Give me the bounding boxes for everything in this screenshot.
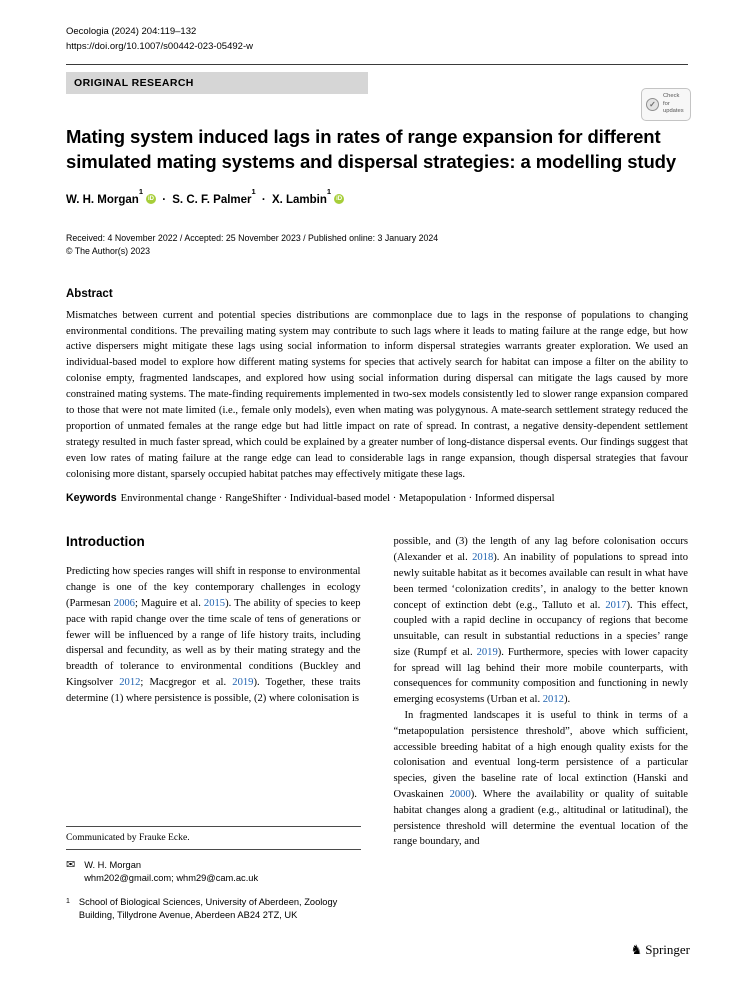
abstract-text: Mismatches between current and potential species distributions are commonplace due to lags in the response of populations to changing environmental conditions. The prevailing mating system may contribute to such lags where it leads to mating failure at the range edge, but how active dispersers might mitigate these lags using social information to inform dispersal strategies warrants greater exploration. We used an individual-based model to explore how different mating systems for species that actively search for habitat can impose a filter on the ability to colonise empty, fragmented landscapes, and explored how using social information during dispersal can mitigate the lags caused by more constrained mating systems. The mate-finding requirements implemented in two-sex models consistently led to slower range expansion compared to those that were not mate limited (i.e., female only models), even when mating was polygynous. A mate-search settlement strategy reduced the proportion of unmated females at the range edge but had little impact on rate of spread. In contrast, a negative density-dependent settlement strategy resulted in much faster spread, which could be explained by a greater number of long-distance dispersal events. Our findings suggest that even low rates of mating failure at the range edge can lead to considerable lags in range expansion, though dispersal strategies that favour colonising more distant, sparsely occupied habitat patches may effectively mitigate these lags. xyxy=(66,309,688,480)
author-list xyxy=(66,187,688,207)
check-for-updates-label: Check for updates xyxy=(663,93,684,115)
body-paragraph xyxy=(394,534,689,708)
check-for-updates-badge[interactable] xyxy=(641,88,691,121)
body-text: ). Where the availability or quality of suitable habitat changes along a gradient (e.g., altitudinal or latitudinal), the persistence threshold will determine the eventual location of the range boundary, and xyxy=(393,788,688,848)
springer-wordmark: Springer xyxy=(645,942,690,957)
body-text: ). This effect, coupled with a rapid decline in occupancy of regions that become unsuitable, can result in substantial reductions in a species’ range size (Rumpf et al. xyxy=(393,599,688,658)
copyright-line: © The Author(s) 2023 xyxy=(66,245,151,256)
right-column xyxy=(394,534,689,922)
orcid-icon[interactable]: iD xyxy=(336,196,343,203)
citation-link[interactable]: 2012 xyxy=(542,694,564,706)
two-column-body xyxy=(66,534,688,922)
orcid-icon[interactable]: iD xyxy=(148,196,155,203)
author-separator: · xyxy=(261,194,266,207)
body-text: ). An inability of populations to spread into newly suitable habitat as it becomes available can result in what have been termed ‘colonization credits’, in analogy to the better known concept of extinction debt (e.g., Talluto et al. xyxy=(393,552,688,611)
body-text: ). Together, these traits determine (1) where persistence is possible, (2) where colonisation is xyxy=(66,676,361,704)
citation-link[interactable]: 2006 xyxy=(113,598,135,609)
footnote-block xyxy=(66,826,361,922)
author-name[interactable]: W. H. Morgan xyxy=(66,194,139,207)
footnote-divider xyxy=(66,849,361,850)
keywords-label: Keywords xyxy=(66,492,117,505)
affiliation-block xyxy=(66,896,361,923)
springer-logo xyxy=(631,942,690,958)
body-text: ; Macgregor et al. xyxy=(140,676,233,688)
envelope-icon: ✉ xyxy=(66,859,76,872)
correspondence-block xyxy=(66,859,361,885)
article-type-banner: ORIGINAL RESEARCH xyxy=(66,72,368,94)
affiliation-number: 1 xyxy=(66,897,70,905)
author-separator: · xyxy=(162,194,167,207)
crossmark-icon: ✓ xyxy=(646,98,659,111)
citation-link[interactable]: 2000 xyxy=(449,788,471,800)
author-name[interactable]: X. Lambin xyxy=(271,194,327,207)
article-history xyxy=(66,232,688,258)
introduction-heading: Introduction xyxy=(66,534,145,550)
citation-link[interactable]: 2018 xyxy=(472,552,494,564)
affiliation-ref: 1 xyxy=(326,187,332,197)
body-text: possible, and (3) the length of any lag before colonisation occurs (Alexander et al. xyxy=(393,536,688,564)
header-divider xyxy=(66,64,688,65)
body-text: ). xyxy=(563,694,571,706)
correspondence-emails[interactable]: whm202@gmail.com; whm29@cam.ac.uk xyxy=(84,873,259,884)
body-paragraph xyxy=(394,708,689,850)
affiliation-text: School of Biological Sciences, University of Aberdeen, Zoology Building, Tillydrone Avenue, Aberdeen AB24 2TZ, UK xyxy=(78,896,338,920)
keywords-text: Environmental change · RangeShifter · Individual-based model · Metapopulation · Informed dispersal xyxy=(120,493,555,505)
journal-masthead xyxy=(66,26,688,54)
springer-horse-icon: ♞ xyxy=(630,942,643,957)
body-text: ). Furthermore, species with lower capacity for spread will lag behind their more mobile counterparts, with consequences for community composition and functioning in newly emerging ecosystems (Urban et al. xyxy=(393,646,688,706)
body-text: Predicting how species ranges will shift in response to environmental change is one of the key contemporary challenges in ecology (Parmesan xyxy=(66,566,361,609)
abstract-heading: Abstract xyxy=(66,287,113,300)
corresponding-author: W. H. Morgan xyxy=(84,860,142,871)
communicated-by-note: Communicated by Frauke Ecke. xyxy=(66,832,190,844)
left-column xyxy=(66,534,361,922)
affiliation-ref: 1 xyxy=(138,187,144,197)
citation-link[interactable]: 2019 xyxy=(232,676,254,688)
citation-link[interactable]: 2019 xyxy=(476,646,498,658)
author-name[interactable]: S. C. F. Palmer xyxy=(172,194,252,207)
body-text: In fragmented landscapes it is useful to think in terms of a “metapopulation persistence threshold”, above which sufficient, accessible breeding habitat of a high enough quality exists for the colonisation and eventual long-term persistence of a particular species, given the baseline rate of local extinction (Hanski and Ovaskainen xyxy=(393,710,688,800)
article-title: Mating system induced lags in rates of range expansion for different simulated mating systems and dispersal strategies: a modelling study xyxy=(66,125,677,172)
keywords-line xyxy=(66,492,688,504)
doi-link[interactable]: https://doi.org/10.1007/s00442-023-05492-w xyxy=(66,40,253,52)
affiliation-ref: 1 xyxy=(251,187,256,197)
body-text: ). The ability of species to keep pace with rapid change over the time scale of tens of generations or fewer will be influenced by a range of life history traits, including dispersal and fecundity, as well as by their mating strategy and the breadth of tolerance to environmental conditions (Buckley and Kingsolver xyxy=(66,598,361,688)
citation-link[interactable]: 2012 xyxy=(119,676,141,688)
correspondence-details xyxy=(84,859,258,885)
citation-link[interactable]: 2017 xyxy=(605,599,627,611)
introduction-paragraph xyxy=(66,564,361,706)
received-accepted-line: Received: 4 November 2022 / Accepted: 25 November 2023 / Published online: 3 January 2024 xyxy=(66,233,439,244)
journal-citation: Oecologia (2024) 204:119–132 xyxy=(66,26,197,37)
citation-link[interactable]: 2015 xyxy=(203,598,226,609)
body-text: ; Maguire et al. xyxy=(134,598,204,609)
